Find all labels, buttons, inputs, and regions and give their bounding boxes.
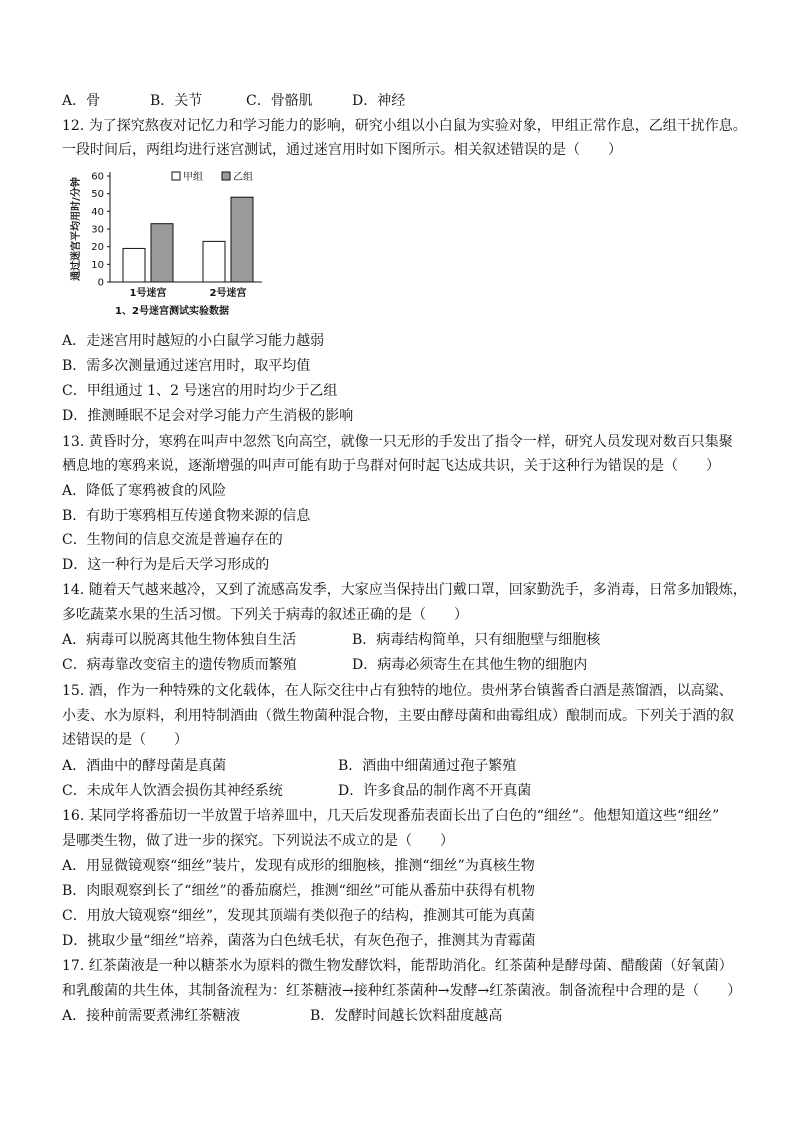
q14-option-c: C．病毒靠改变宿主的遗传物质而繁殖 [62, 657, 297, 673]
bar-yi-2 [231, 197, 253, 282]
q16-option-d: D．挑取少量“细丝”培养，菌落为白色绒毛状，有灰色孢子，推测其为青霉菌 [62, 933, 536, 949]
q15-stem-line2: 小麦、水为原料，利用特制酒曲（微生物菌种混合物，主要由酵母菌和曲霉组成）酿制而成。下列关于酒的叙 [62, 708, 734, 724]
q14-stem-line1: 14. 随着天气越来越冷，又到了流感高发季，大家应当保持出门戴口罩，回家勤洗手，多消毒，日常多加锻炼， [62, 582, 747, 598]
q16-option-a: A．用显微镜观察“细丝”装片，发现有成形的细胞核，推测“细丝”为真核生物 [62, 858, 535, 874]
legend-swatch [172, 172, 180, 180]
q11-option-c: C．骨骼肌 [246, 93, 313, 109]
q13-option-b: B．有助于寒鸦相互传递食物来源的信息 [62, 508, 311, 524]
q14-option-a: A．病毒可以脱离其他生物体独自生活 [62, 632, 297, 648]
q11-option-b: B．关节 [150, 93, 203, 109]
q11-option-d: D．神经 [352, 93, 406, 109]
q13-option-d: D．这一种行为是后天学习形成的 [62, 557, 270, 573]
q13-option-c: C．生物间的信息交流是普遍存在的 [62, 532, 283, 548]
y-tick-label: 0 [97, 277, 104, 289]
q17-stem-line1: 17. 红茶菌液是一种以糖茶水为原料的微生物发酵饮料，能帮助消化。红茶菌种是酵母菌、醋酸菌（好氧菌） [62, 958, 733, 974]
y-tick-label: 50 [91, 189, 104, 201]
q13-option-a: A．降低了寒鸦被食的风险 [62, 483, 227, 499]
y-tick-label: 30 [91, 224, 104, 236]
q12-stem-line1: 12. 为了探究熬夜对记忆力和学习能力的影响，研究小组以小白鼠为实验对象，甲组正常作息，乙组干扰作息。 [62, 118, 747, 134]
q15-stem-line1: 15. 酒，作为一种特殊的文化载体，在人际交往中占有独特的地位。贵州茅台镇酱香白酒是蒸馏酒，以高粱、 [62, 683, 733, 699]
q14-option-b: B．病毒结构简单，只有细胞壁与细胞核 [352, 632, 601, 648]
y-tick-label: 10 [91, 259, 104, 271]
q12-option-d: D．推测睡眠不足会对学习能力产生消极的影响 [62, 408, 354, 424]
q15-option-a: A．酒曲中的酵母菌是真菌 [62, 758, 227, 774]
y-tick-label: 20 [91, 242, 104, 254]
q13-stem-line2: 栖息地的寒鸦来说，逐渐增强的叫声可能有助于鸟群对何时起飞达成共识，关于这种行为错误的是（ ） [62, 458, 720, 474]
x-tick-label: 1号迷宫 [129, 288, 167, 299]
q16-stem-line2: 是哪类生物，做了进一步的探究。下列说法不成立的是（ ） [62, 833, 454, 849]
legend-swatch [222, 172, 230, 180]
q16-stem-line1: 16. 某同学将番茄切一半放置于培养皿中，几天后发现番茄表面长出了白色的“细丝”。他想知道这些“细丝” [62, 808, 720, 824]
q17-option-b: B．发酵时间越长饮料甜度越高 [310, 1008, 503, 1024]
q13-stem-line1: 13. 黄昏时分，寒鸦在叫声中忽然飞向高空，就像一只无形的手发出了指令一样，研究人员发现对数百只集聚 [62, 434, 733, 450]
maze-bar-chart-svg [62, 162, 282, 322]
y-tick-label: 40 [91, 206, 104, 218]
q12-option-a: A．走迷宫用时越短的小白鼠学习能力越弱 [62, 333, 325, 349]
y-axis-label: 通过迷宫平均用时/分钟 [71, 177, 82, 281]
bar-yi-1 [151, 224, 173, 282]
q15-option-c: C．未成年人饮酒会损伤其神经系统 [62, 783, 283, 799]
q15-option-b: B．酒曲中细菌通过孢子繁殖 [338, 758, 517, 774]
q12-stem-line2: 一段时间后，两组均进行迷宫测试，通过迷宫用时如下图所示。相关叙述错误的是（ ） [62, 142, 622, 158]
q12-option-c: C．甲组通过 1、2 号迷宫的用时均少于乙组 [62, 383, 338, 399]
q16-option-b: B．肉眼观察到长了“细丝”的番茄腐烂，推测“细丝”可能从番茄中获得有机物 [62, 883, 535, 899]
chart-title: 1、2号迷宫测试实验数据 [115, 306, 229, 317]
q15-option-d: D．许多食品的制作离不开真菌 [338, 783, 532, 799]
maze-bar-chart [62, 162, 282, 322]
q15-stem-line3: 述错误的是（ ） [62, 732, 188, 748]
legend-label: 甲组 [183, 172, 203, 183]
q17-stem-line2: 和乳酸菌的共生体，其制备流程为：红茶糖液→接种红茶菌种→发酵→红茶菌液。制备流程中合理的是（ ） [62, 983, 742, 999]
q17-option-a: A．接种前需要煮沸红茶糖液 [62, 1008, 241, 1024]
legend-label: 乙组 [233, 172, 253, 183]
q16-option-c: C．用放大镜观察“细丝”，发现其顶端有类似孢子的结构，推测其可能为真菌 [62, 908, 536, 924]
bar-jia-2 [203, 241, 225, 282]
q12-option-b: B．需多次测量通过迷宫用时，取平均值 [62, 358, 311, 374]
y-tick-label: 60 [91, 171, 104, 183]
q14-stem-line2: 多吃蔬菜水果的生活习惯。下列关于病毒的叙述正确的是（ ） [62, 607, 468, 623]
q11-option-a: A．骨 [62, 93, 101, 109]
x-tick-label: 2号迷宫 [209, 288, 247, 299]
q14-option-d: D．病毒必须寄生在其他生物的细胞内 [352, 657, 588, 673]
bar-jia-1 [123, 248, 145, 282]
